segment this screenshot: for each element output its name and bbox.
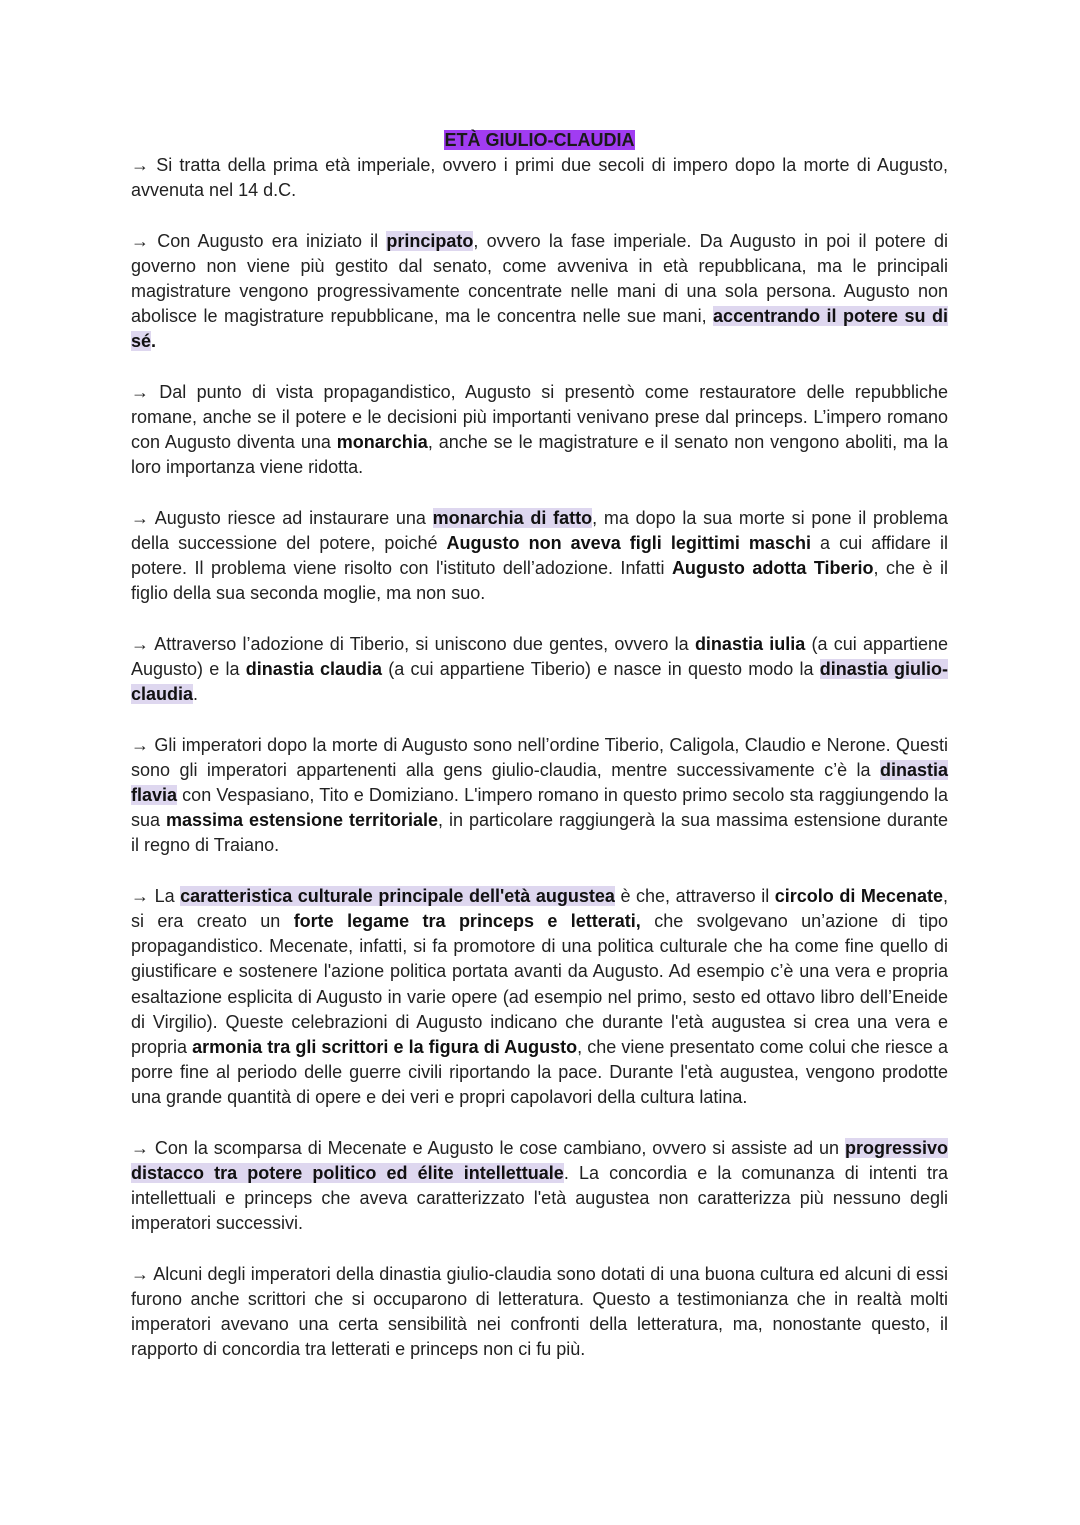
text-run: → Alcuni degli imperatori della dinastia giulio-claudia sono dotati di una buona cultura ed alcuni di essi furono anche scrittori che si occuparono di letteratura. Questo a testimonianza che in realtà molti imperatori avevano una certa sensibilità nei confronti della letteratura, ma, nonostante questo, il rapporto di concordia tra letterati e princeps non ci fu più.	[131, 1263, 948, 1360]
paragraph-5	[131, 632, 948, 708]
highlighted-text: principato	[386, 230, 474, 251]
paragraph-1	[131, 153, 948, 203]
paragraph-9	[131, 1262, 948, 1363]
highlighted-text: caratteristica culturale principale dell'età augustea	[180, 885, 615, 906]
document-title	[131, 128, 948, 153]
text-run: → La	[131, 885, 181, 906]
highlighted-text: dinastia giulio-claudia	[131, 659, 948, 705]
paragraph-6	[131, 733, 948, 859]
text-run: → Con la scomparsa di Mecenate e Augusto le cose cambiano, ovvero si assiste ad un	[131, 1137, 845, 1158]
paragraph-3	[131, 380, 948, 481]
bold-text: dinastia iulia	[694, 633, 806, 654]
bold-text: monarchia	[336, 432, 428, 453]
text-run: , che è il figlio della sua seconda moglie, ma non suo.	[131, 558, 948, 604]
text-run: è che, attraverso il	[614, 885, 775, 906]
bold-text: massima estensione territoriale	[165, 810, 439, 831]
text-run: → Dal punto di vista propagandistico, Augusto si presentò come restauratore delle repubbliche romane, anche se il potere e le decisioni più importanti venivano prese dal princeps. L’impero romano con Augusto diventa una	[131, 381, 948, 453]
document-body	[131, 153, 948, 1363]
text-run: , ma dopo la sua morte si pone il problema della successione del potere, poiché	[131, 507, 948, 553]
title-highlight: ETÀ GIULIO-CLAUDIA	[444, 130, 635, 150]
bold-text: forte legame tra princeps e letterati,	[293, 911, 641, 931]
text-run: , che viene presentato come colui che riesce a porre fine al periodo delle guerre civili riportando la pace. Durante l'età augustea, vengono prodotte una grande quantità di opere e dei veri e propri capolavori della cultura latina.	[131, 1037, 949, 1108]
text-run: , ovvero la fase imperiale. Da Augusto in poi il potere di governo non viene più gestito dal senato, come avveniva in età repubblicana, ma le principali magistrature vengono progressivamente concentrate nelle mani di una sola persona. Augusto non abolisce le magistrature repubblicane, ma le concentra nelle sue mani,	[131, 230, 948, 327]
text-run: , in particolare raggiungerà la sua massima estensione durante il regno di Traiano.	[131, 810, 948, 856]
text-run: → Attraverso l’adozione di Tiberio, si uniscono due gentes, ovvero la	[131, 633, 695, 654]
bold-text: Augusto adotta Tiberio	[671, 558, 874, 579]
bold-text: armonia tra gli scrittori e la figura di Augusto	[192, 1037, 578, 1058]
document-page	[131, 128, 948, 1388]
bold-text: dinastia claudia	[245, 659, 383, 679]
highlighted-text: accentrando il potere su di sé	[131, 306, 948, 352]
text-run: → Gli imperatori dopo la morte di Augusto sono nell’ordine Tiberio, Caligola, Claudio e Nerone. Questi sono gli imperatori appartenenti alla gens giulio-claudia, mentre successivamente c’è la	[131, 734, 948, 780]
bold-text: .	[151, 331, 157, 352]
text-run: . La concordia e la comunanza di intenti tra intellettuali e princeps che aveva caratterizzato l'età augustea non caratterizza più nessuno degli imperatori successivi.	[131, 1163, 948, 1234]
highlighted-text: dinastia flavia	[131, 759, 948, 805]
paragraph-2	[131, 229, 948, 355]
paragraph-8	[131, 1136, 948, 1237]
text-run: , anche se le magistrature e il senato non vengono aboliti, ma la loro importanza viene ridotta.	[131, 432, 948, 478]
text-run: (a cui appartiene Augusto) e la	[131, 633, 949, 679]
text-run: → Si tratta della prima età imperiale, ovvero i primi due secoli di impero dopo la morte di Augusto, avvenuta nel 14 d.C.	[131, 155, 948, 201]
text-run: → Augusto riesce ad instaurare una	[131, 507, 433, 528]
paragraph-7	[131, 884, 948, 1111]
bold-text: Augusto non aveva figli legittimi maschi	[446, 533, 811, 553]
highlighted-text: monarchia di fatto	[432, 507, 593, 528]
text-run: con Vespasiano, Tito e Domiziano. L'impero romano in questo primo secolo sta raggiungendo la sua	[131, 785, 948, 831]
text-run: a cui affidare il potere. Il problema viene risolto con l'istituto dell’adozione. Infatti	[131, 533, 948, 579]
highlighted-text: progressivo distacco tra potere politico ed élite intellettuale	[131, 1137, 948, 1184]
paragraph-4	[131, 506, 948, 607]
text-run: , si era creato un	[131, 885, 948, 931]
bold-text: circolo di Mecenate	[774, 885, 943, 906]
text-run: (a cui appartiene Tiberio) e nasce in questo modo la	[382, 659, 820, 679]
text-run: che svolgevano un’azione di tipo propagandistico. Mecenate, infatti, si fa promotore di una politica culturale che ha come fine quello di giustificare e sostenere l'azione politica portata avanti da Augusto. Ad esempio c’è una vera e propria esaltazione esplicita di Augusto in varie opere (ad esempio nel primo, sesto ed ottavo libro dell’Eneide di Virgilio). Queste celebrazioni di Augusto indicano che durante l'età augustea si crea una vera e propria	[131, 911, 949, 1058]
text-run: .	[193, 684, 199, 705]
text-run: → Con Augusto era iniziato il	[131, 230, 387, 251]
